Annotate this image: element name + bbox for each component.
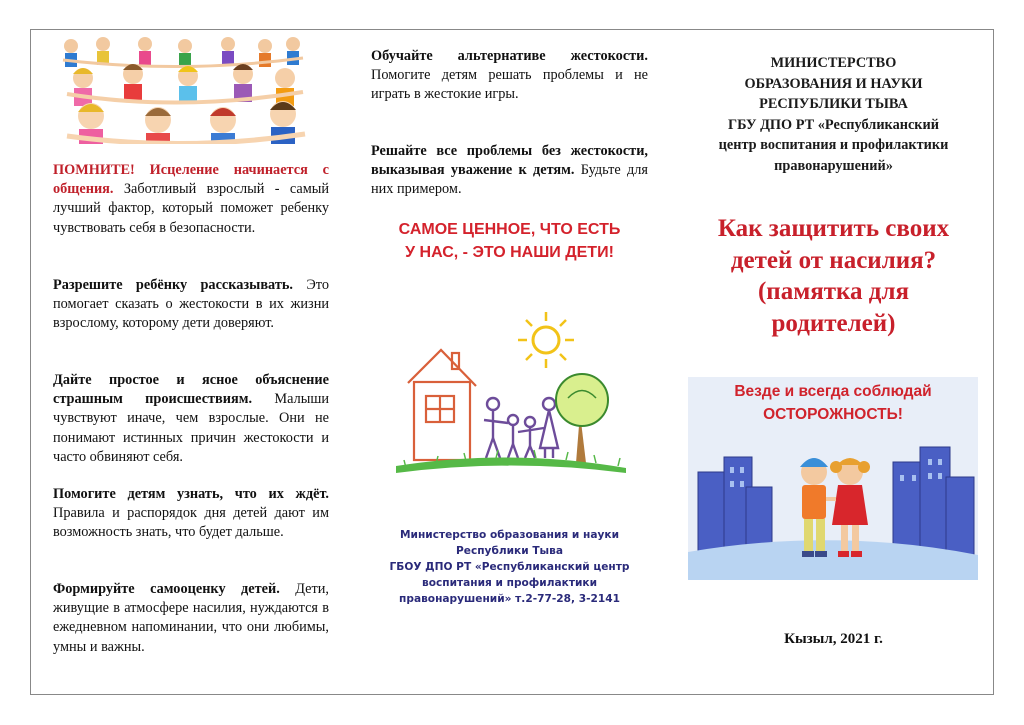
paragraph-text: Заботливый взрослый - самый лучший фактор, который поможет ребенку чувствовать себя в безопасности.: [53, 181, 329, 236]
paragraph-lead: Обучайте альтернативе жестокости.: [371, 48, 648, 64]
brochure-title: [686, 213, 981, 339]
ministry-line: ГБУ ДПО РТ «Республиканский: [727, 116, 940, 133]
slogan: [371, 218, 648, 264]
paragraph-text: Правила и распорядок дня детей дают им возможность знать, что будет дальше.: [53, 505, 329, 541]
contact-line: Министерство образования и науки: [399, 529, 619, 541]
slogan-line: САМОЕ ЦЕННОЕ, ЧТО ЕСТЬ: [398, 221, 621, 238]
title-line: детей от насилия?: [730, 246, 937, 274]
paragraph-remember: [53, 161, 329, 238]
paragraph-lead: Помогите детям узнать, что их ждёт.: [53, 486, 329, 502]
slogan-line: У НАС, - ЭТО НАШИ ДЕТИ!: [405, 244, 614, 261]
title-line: (памятка для: [757, 278, 910, 305]
contact-line: Республики Тыва: [456, 545, 563, 557]
paragraph-solve-without-violence: [371, 142, 648, 200]
sun-icon: [518, 312, 574, 368]
paragraph-what-awaits: [53, 485, 329, 543]
ministry-line: правонарушений»: [774, 157, 893, 174]
paragraph-self-esteem: [53, 580, 329, 657]
ministry-header: [686, 53, 981, 176]
paragraph-text: Это помогает сказать о жестокости в их жизни взрослому, которому дети доверяют.: [53, 277, 329, 332]
ministry-line: ОБРАЗОВАНИЯ И НАУКИ: [744, 75, 923, 92]
paragraph-lead: Дайте простое и ясное объяснение страшным происшествиям.: [53, 372, 329, 408]
house-icon: [408, 350, 476, 460]
paragraph-teach-alternative: [371, 47, 648, 105]
paragraph-text: Малыши чувствуют иначе, чем взрослые. Они не понимают истинных причин жестокости и часто обвиняют себя.: [53, 391, 330, 465]
paragraph-text: Дети, живущие в атмосфере насилия, нуждаются в ежедневном напоминании, что они любимы, умны и важны.: [53, 581, 329, 655]
middle-column: [371, 30, 648, 694]
paragraph-text: Помогите детям решать проблемы и не играть в жестокие игры.: [371, 67, 648, 103]
contact-line: ГБОУ ДПО РТ «Республиканский центр: [389, 561, 630, 573]
remember-lead: ПОМНИТЕ!: [53, 162, 135, 178]
left-column: [53, 30, 329, 694]
house-family-sun-drawing: [396, 308, 626, 483]
paragraph-lead: Формируйте самооценку детей.: [53, 581, 280, 597]
right-column: [686, 30, 981, 694]
ministry-line: центр воспитания и профилактики: [718, 137, 949, 153]
paragraph-explain: [53, 371, 329, 467]
tree-icon: [556, 374, 608, 463]
title-line: родителей): [771, 309, 896, 337]
family-icon: [484, 398, 558, 458]
paragraph-let-child-tell: [53, 276, 329, 334]
brochure-frame: [30, 29, 994, 695]
safety-poster: [688, 377, 978, 580]
healing-lead: Исцеление начинается с общения.: [53, 162, 329, 198]
paragraph-text: Будьте для них примером.: [371, 162, 648, 198]
paragraph-lead: Решайте все проблемы без жестокости, выказывая уважение к детям.: [371, 143, 648, 179]
ministry-line: МИНИСТЕРСТВО: [770, 55, 897, 71]
title-line: Как защитить своих: [717, 215, 950, 242]
contact-line: воспитания и профилактики: [421, 577, 598, 589]
children-circle-illustration: [53, 34, 307, 144]
city-year: Кызыл, 2021 г.: [784, 631, 883, 647]
contact-line: правонарушений» т.2-77-28, 3-2141: [399, 593, 620, 605]
ministry-line: РЕСПУБЛИКИ ТЫВА: [759, 96, 908, 112]
poster-line-2: ОСТОРОЖНОСТЬ!: [763, 406, 903, 423]
contact-info: [371, 527, 648, 607]
paragraph-lead: Разрешите ребёнку рассказывать.: [53, 277, 293, 293]
poster-line-1: Везде и всегда соблюдай: [734, 383, 932, 400]
